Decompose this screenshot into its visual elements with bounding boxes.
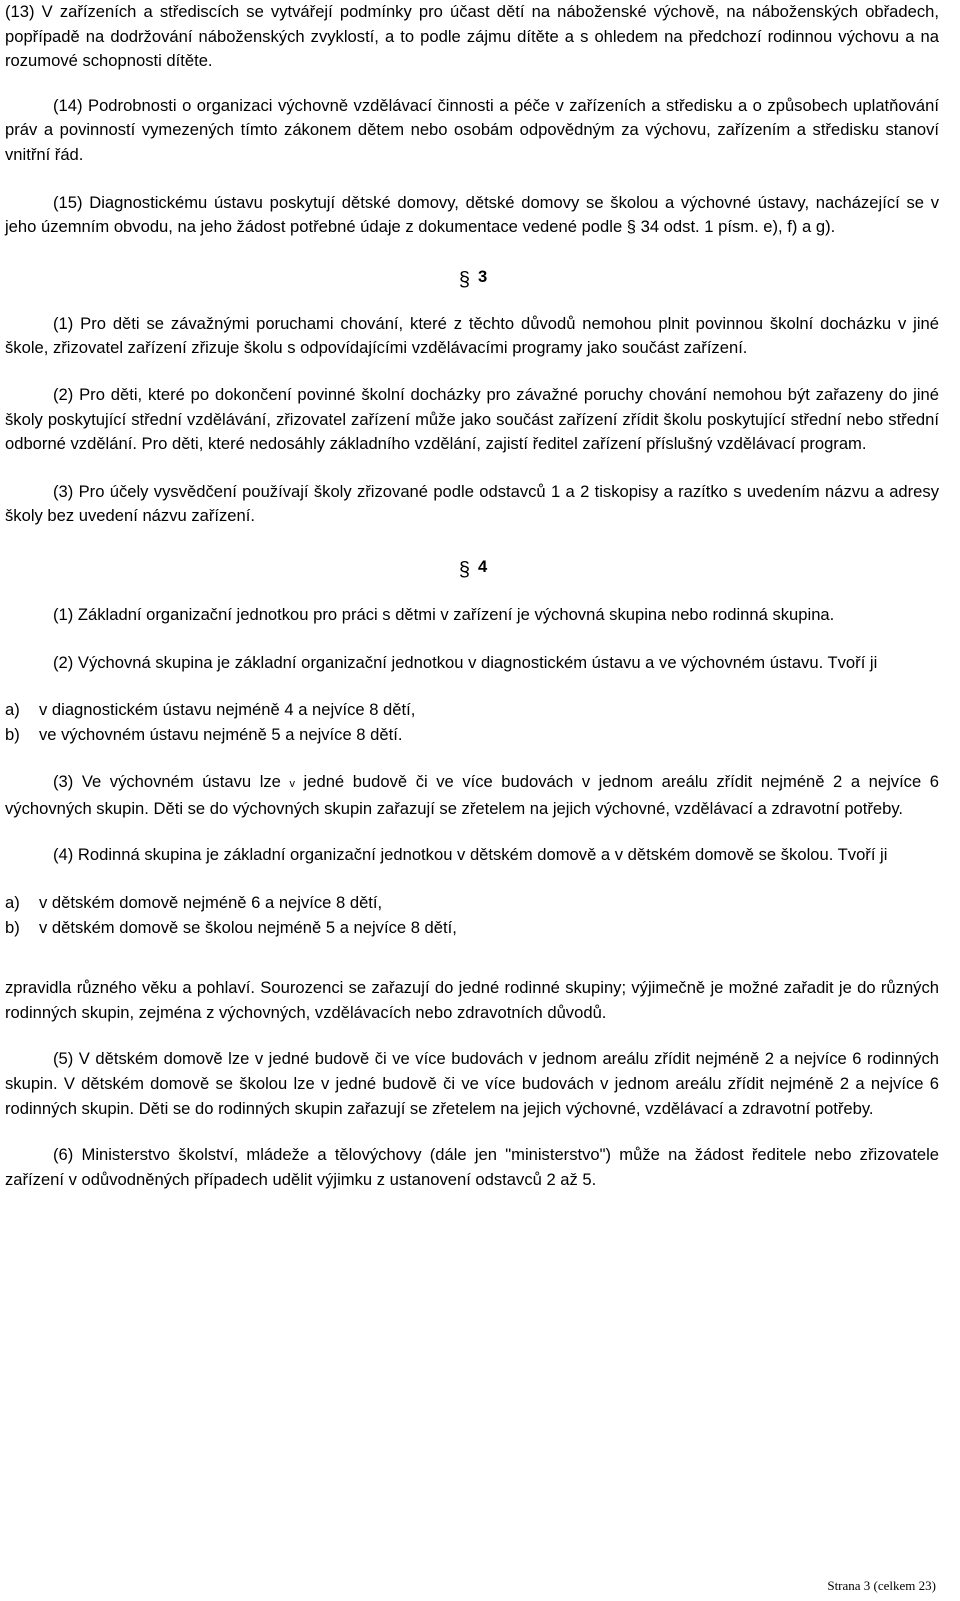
spacer	[5, 457, 939, 480]
spacer	[5, 1025, 939, 1047]
spacer	[5, 74, 939, 94]
section-4-paragraph-3	[5, 770, 939, 821]
section-4-paragraph-4-tail: zpravidla různého věku a pohlaví. Sourozenci se zařazují do jedné rodinné skupiny; výjimečně je možné zařadit je do různých rodinných skupin, zejména z výchovných, vzdělávacích nebo zdravotních důvodů.	[5, 978, 939, 1022]
list-item	[5, 916, 939, 941]
section-heading-3	[5, 240, 939, 312]
section-4-paragraph-5: (5) V dětském domově lze v jedné budově či ve více budovách v jednom areálu zřídit nejméně 2 a nejvíce 6 rodinných skupin. V dětském domově se školou lze v jedné budově či ve více budovách v jednom areálu zřídit nejméně 2 a nejvíce 6 rodinných skupin. Děti se do rodinných skupin zařazují se zřetelem na jejich výchovné, vzdělávací a zdravotní potřeby.	[5, 1049, 939, 1118]
spacer	[5, 940, 939, 976]
section-symbol: §	[458, 268, 470, 291]
paragraph-text-part: jedné budově či ve více budovách v jednom areálu zřídit nejméně 2 a nejvíce 6 výchovných skupin. Děti se do výchovných skupin zařazují se zřetelem na jejich výchovné, vzdělávací a zdravotní potřeby.	[5, 772, 939, 818]
paragraph-text-small: v	[289, 778, 295, 791]
spacer	[5, 361, 939, 383]
paragraph-15: (15) Diagnostickému ústavu poskytují dětské domovy, dětské domovy se školou a výchovné ústavy, nacházející se v jeho územním obvodu, na jeho žádost potřebné údaje z dokumentace vedené podle § 34 odst. 1 písm. e), f) a g).	[5, 192, 939, 237]
section-4-paragraph-6: (6) Ministerstvo školství, mládeže a tělovýchovy (dále jen "ministerstvo") může na žádost ředitele nebo zřizovatele zařízení v odůvodněných případech udělit výjimku z ustanovení odstavců 2 až 5.	[5, 1145, 939, 1189]
section-heading-4	[5, 529, 939, 603]
spacer	[5, 628, 939, 651]
section-number: 3	[477, 266, 488, 286]
paragraph-13: (13) V zařízeních a střediscích se vytvářejí podmínky pro účast dětí na náboženské výchově, na náboženských obřadech, popřípadě na dodržování náboženských zvyklostí, a to podle zájmu dítěte a s ohledem na předchozí rodinnou výchovu a na rozumové schopnosti dítěte.	[5, 2, 939, 71]
spacer	[5, 1121, 939, 1143]
paragraph-14: (14) Podrobnosti o organizaci výchovně vzdělávací činnosti a péče v zařízeních a středisku a o způsobech uplatňování práv a povinností vymezených tímto zákonem dětem nebo osobám odpovědným za výchovu, zařízením a středisku stanoví vnitřní řád.	[5, 95, 939, 164]
list-item-text: v dětském domově se školou nejméně 5 a nejvíce 8 dětí,	[39, 917, 457, 937]
list-item	[5, 723, 939, 748]
section-4-paragraph-1: (1) Základní organizační jednotkou pro práci s dětmi v zařízení je výchovná skupina nebo rodinná skupina.	[53, 604, 835, 624]
document-page	[5, 0, 939, 1192]
spacer	[5, 821, 939, 843]
list-item-label: b)	[5, 917, 20, 937]
list-item	[5, 891, 939, 916]
spacer	[5, 675, 939, 698]
list-item	[5, 698, 939, 723]
list-item-label: b)	[5, 724, 20, 744]
section-3-paragraph-1: (1) Pro děti se závažnými poruchami chování, které z těchto důvodů nemohou plnit povinnou školní docházku v jiné škole, zřizovatel zařízení zřizuje školu s odpovídajícími vzdělávacími programy jako součást zařízení.	[5, 313, 939, 358]
list-item-label: a)	[5, 893, 20, 913]
page-number-footer: Strana 3 (celkem 23)	[827, 1578, 936, 1593]
spacer	[5, 747, 939, 770]
list-item-text: v dětském domově nejméně 6 a nejvíce 8 dětí,	[39, 893, 383, 913]
spacer	[5, 168, 939, 191]
section-number: 4	[477, 556, 488, 576]
section-symbol: §	[458, 558, 470, 581]
spacer	[5, 868, 939, 891]
section-3-paragraph-3: (3) Pro účely vysvědčení používají školy zřizované podle odstavců 1 a 2 tiskopisy a razítko s uvedením názvu a adresy školy bez uvedení názvu zařízení.	[5, 481, 939, 526]
section-4-paragraph-4: (4) Rodinná skupina je základní organizační jednotkou v dětském domově a v dětském domově se školou. Tvoří ji	[53, 845, 888, 865]
paragraph-text-part: (3) Ve výchovném ústavu lze	[53, 772, 281, 792]
list-item-text: ve výchovném ústavu nejméně 5 a nejvíce 8 dětí.	[39, 724, 403, 744]
section-3-paragraph-2: (2) Pro děti, které po dokončení povinné školní docházky pro závažné poruchy chování nemohou být zařazeny do jiné školy poskytující střední vzdělávání, zřizovatel zařízení může jako součást zařízení zřídit školu poskytující střední nebo střední odborné vzdělání. Pro děti, které nedosáhly základního vzdělání, zajistí ředitel zařízení příslušný vzdělávací program.	[5, 384, 939, 454]
section-4-paragraph-2: (2) Výchovná skupina je základní organizační jednotkou v diagnostickém ústavu a ve výchovném ústavu. Tvoří ji	[53, 652, 878, 672]
list-item-label: a)	[5, 700, 20, 720]
list-item-text: v diagnostickém ústavu nejméně 4 a nejvíce 8 dětí,	[39, 700, 416, 720]
